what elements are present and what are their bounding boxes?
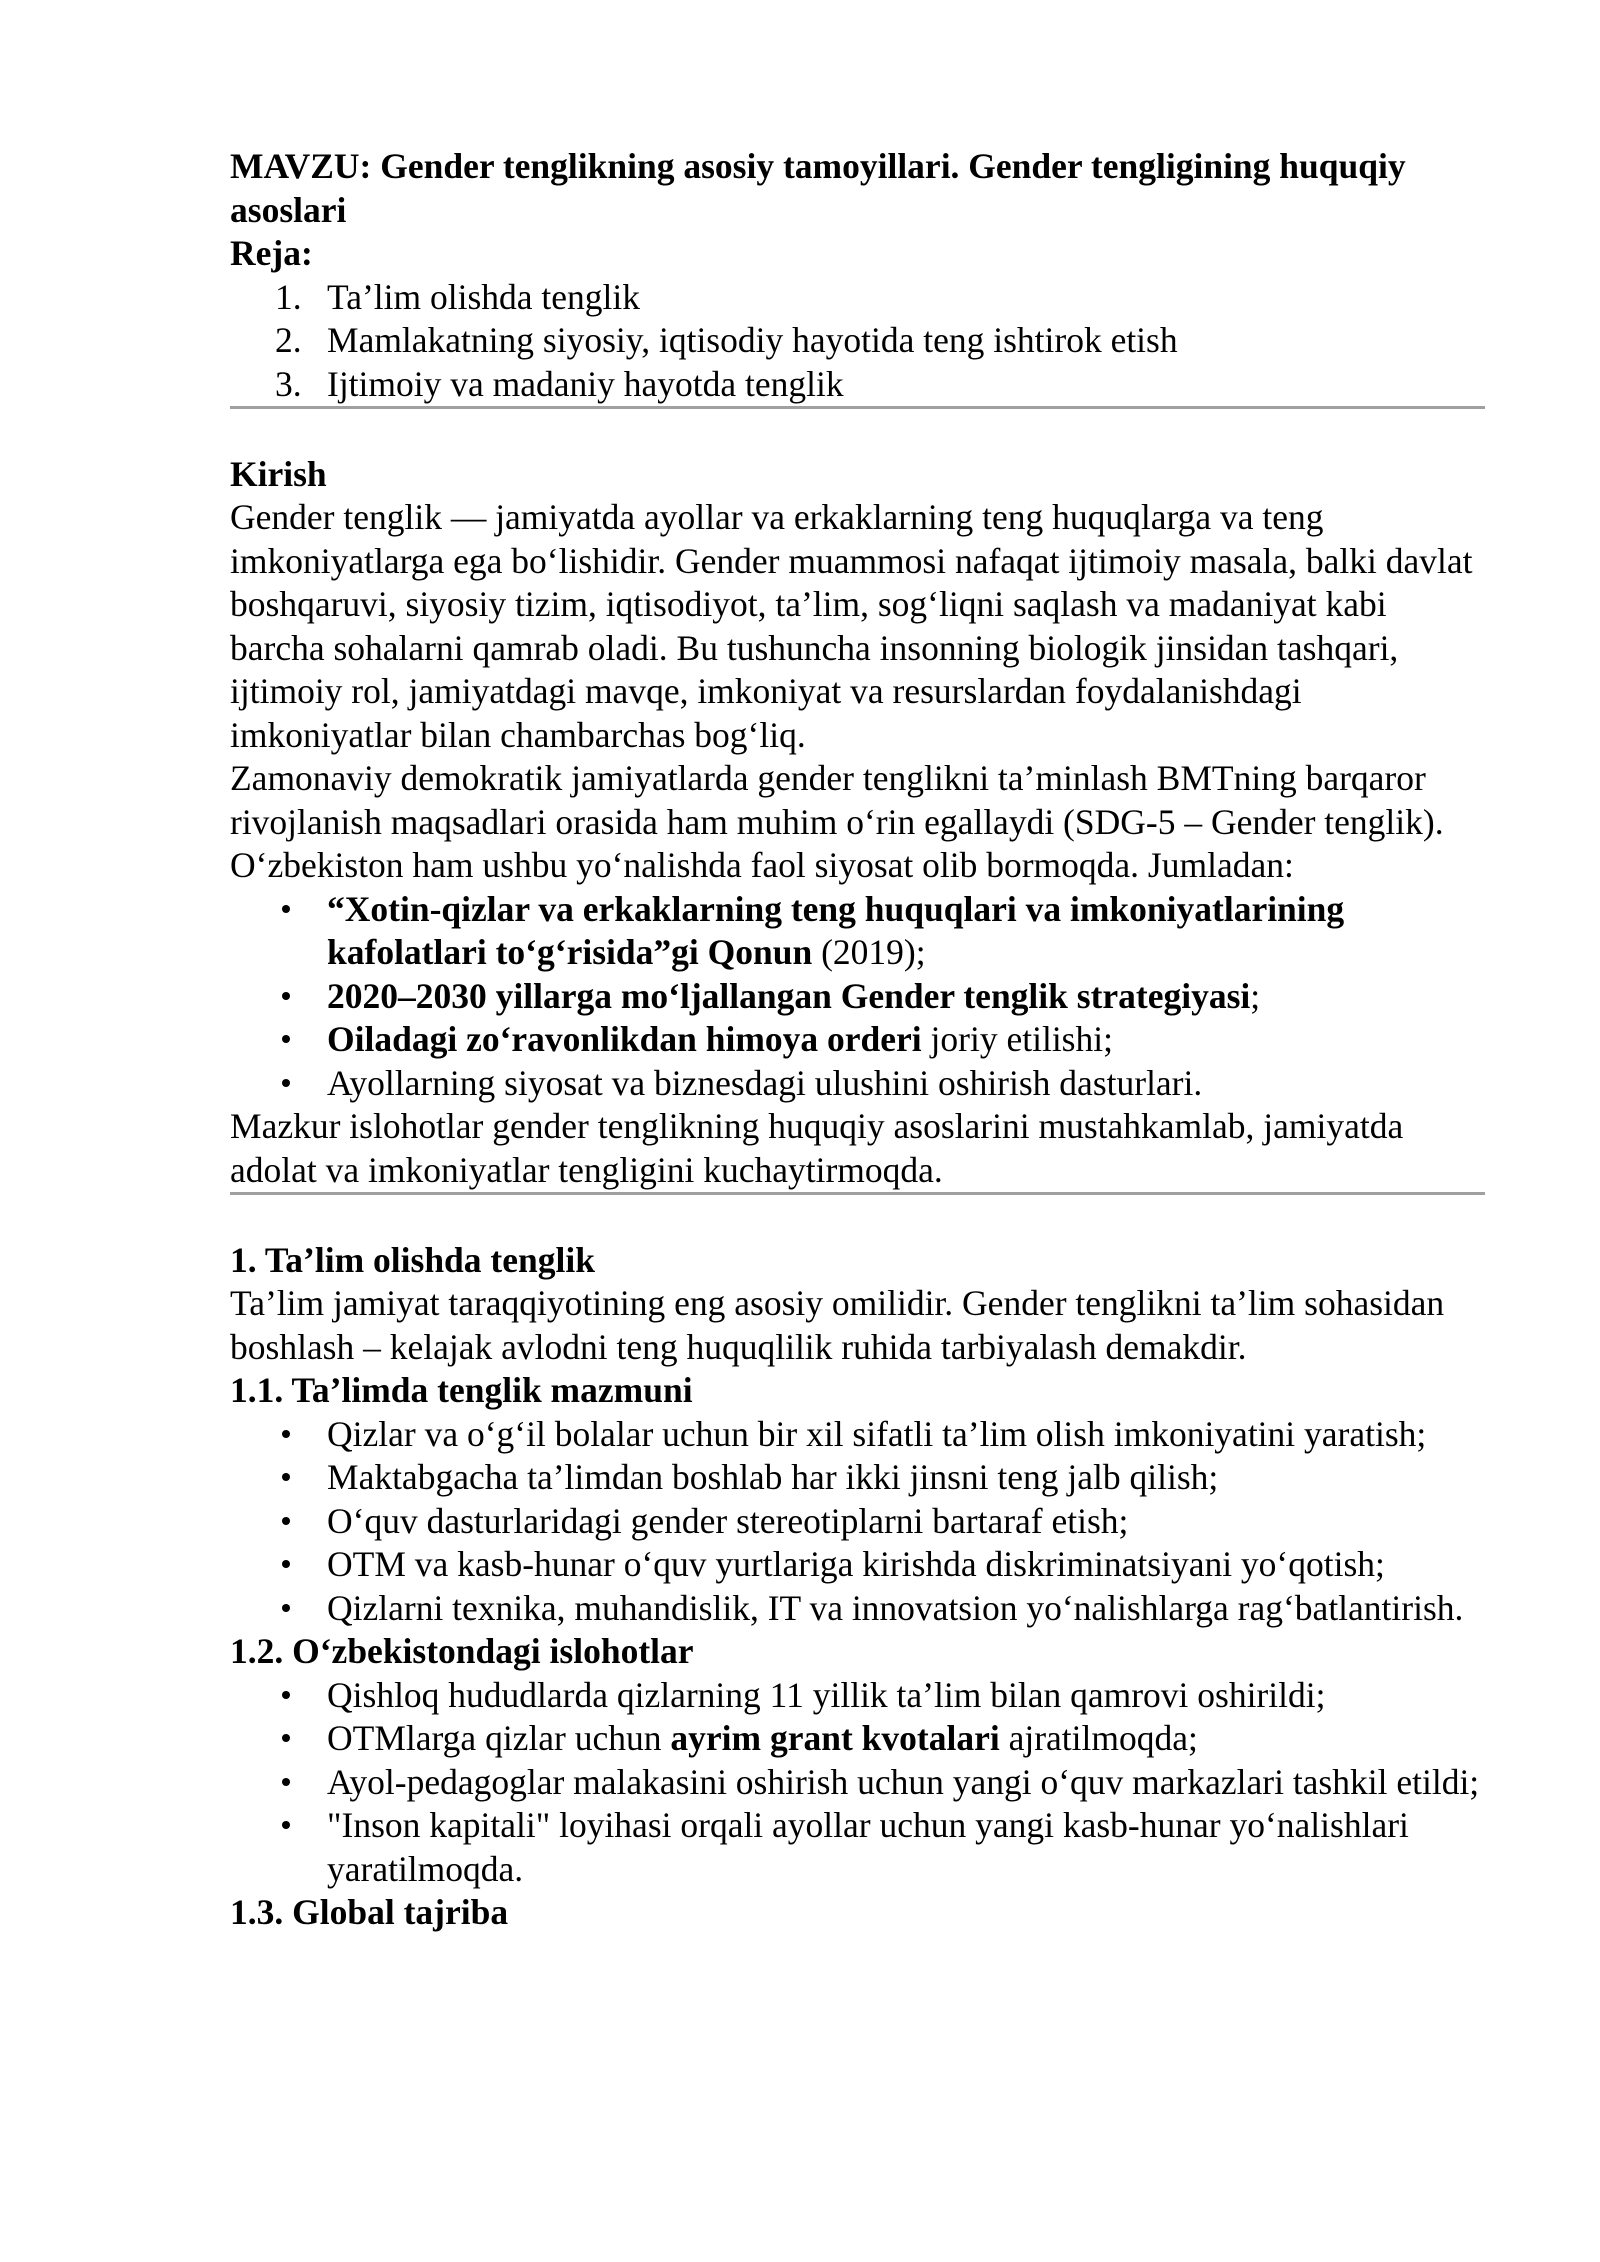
list-item: Qishloq hududlarda qizlarning 11 yillik ta’lim bilan qamrovi oshirildi; [230, 1674, 1485, 1718]
plan-item: 3. Ijtimoiy va madaniy hayotda tenglik [275, 363, 844, 404]
section-1-paragraph: Ta’lim jamiyat taraqqiyotining eng asosiy omilidir. Gender tenglikni ta’lim sohasidan boshlash – kelajak avlodni teng huquqlilik ruhida tarbiyalash demakdir. [230, 1283, 1445, 1367]
list-item: OTMlarga qizlar uchun ayrim grant kvotalari ajratilmoqda; [230, 1717, 1485, 1761]
subsection-1-1-list [230, 1413, 1485, 1631]
bullet-icon [282, 1035, 290, 1043]
section-1-heading: 1. Ta’lim olishda tenglik [230, 1239, 595, 1280]
bullet-icon [282, 1517, 290, 1525]
list-item: "Inson kapitali" loyihasi orqali ayollar uchun yangi kasb-hunar yo‘nalishlari yaratilmoqda. [230, 1804, 1485, 1891]
plan-item: 1. Ta’lim olishda tenglik [275, 276, 641, 317]
bullet-icon [282, 1560, 290, 1568]
document-title: MAVZU: Gender tenglikning asosiy tamoyillari. Gender tengligining huquqiy asoslari [230, 146, 1406, 230]
document-body [230, 145, 1485, 1935]
subsection-1-2-heading: 1.2. O‘zbekistondagi islohotlar [230, 1631, 694, 1671]
bullet-icon [282, 1473, 290, 1481]
bullet-icon [282, 992, 290, 1000]
bullet-icon [282, 1821, 290, 1829]
bullet-icon [282, 1604, 290, 1612]
intro-paragraph-2: Zamonaviy demokratik jamiyatlarda gender tenglikni ta’minlash BMTning barqaror rivojlanish maqsadlari orasida ham muhim o‘rin egallaydi (SDG-5 – Gender tenglik). O‘zbekiston ham ushbu yo‘nalishda faol siyosat olib bormoqda. Jumladan: [230, 758, 1444, 885]
subsection-1-2-list [230, 1674, 1485, 1892]
plan-item: 2. Mamlakatning siyosiy, iqtisodiy hayotida teng ishtirok etish [275, 320, 1178, 360]
list-item: OTM va kasb-hunar o‘quv yurtlariga kirishda diskriminatsiyani yo‘qotish; [230, 1543, 1485, 1587]
bullet-icon [282, 1734, 290, 1742]
list-item: Qizlarni texnika, muhandislik, IT va innovatsion yo‘nalishlarga rag‘batlantirish. [230, 1587, 1485, 1631]
list-item: Maktabgacha ta’limdan boshlab har ikki jinsni teng jalb qilish; [230, 1456, 1485, 1500]
list-item: Qizlar va o‘g‘il bolalar uchun bir xil sifatli ta’lim olish imkoniyatini yaratish; [230, 1413, 1485, 1457]
bullet-icon [282, 1778, 290, 1786]
plan-list [230, 276, 1485, 407]
list-item: “Xotin-qizlar va erkaklarning teng huquqlari va imkoniyatlarining kafolatlari to‘g‘risida”gi Qonun (2019); [230, 888, 1485, 975]
list-item: Oiladagi zo‘ravonlikdan himoya orderi joriy etilishi; [230, 1018, 1485, 1062]
subsection-1-1-heading: 1.1. Ta’limda tenglik mazmuni [230, 1370, 693, 1410]
bullet-icon [282, 1691, 290, 1699]
bullet-icon [282, 905, 290, 913]
intro-bullet-list [230, 888, 1485, 1106]
intro-paragraph-3: Mazkur islohotlar gender tenglikning huquqiy asoslarini mustahkamlab, jamiyatda adolat va imkoniyatlar tengligini kuchaytirmoqda. [230, 1106, 1404, 1190]
subsection-1-3-heading: 1.3. Global tajriba [230, 1892, 509, 1932]
bullet-icon [282, 1430, 290, 1438]
intro-heading: Kirish [230, 453, 327, 494]
bullet-icon [282, 1079, 290, 1087]
intro-paragraph-1: Gender tenglik — jamiyatda ayollar va erkaklarning teng huquqlarga va teng imkoniyatlarga ega bo‘lishidir. Gender muammosi nafaqat ijtimoiy masala, balki davlat boshqaruvi, siyosiy tizim, iqtisodiyot, ta’lim, sog‘liqni saqlash va madaniyat kabi barcha sohalarni qamrab oladi. Bu tushuncha insonning biologik jinsidan tashqari, ijtimoiy rol, jamiyatdagi mavqe, imkoniyat va resurslardan foydalanishdagi imkoniyatlar bilan chambarchas bog‘liq. [230, 497, 1473, 755]
list-item: O‘quv dasturlaridagi gender stereotiplarni bartaraf etish; [230, 1500, 1485, 1544]
list-item: Ayol-pedagoglar malakasini oshirish uchun yangi o‘quv markazlari tashkil etildi; [230, 1761, 1485, 1805]
list-item: Ayollarning siyosat va biznesdagi ulushini oshirish dasturlari. [230, 1062, 1485, 1106]
plan-heading: Reja: [230, 233, 313, 273]
list-item: 2020–2030 yillarga mo‘ljallangan Gender tenglik strategiyasi; [230, 975, 1485, 1019]
